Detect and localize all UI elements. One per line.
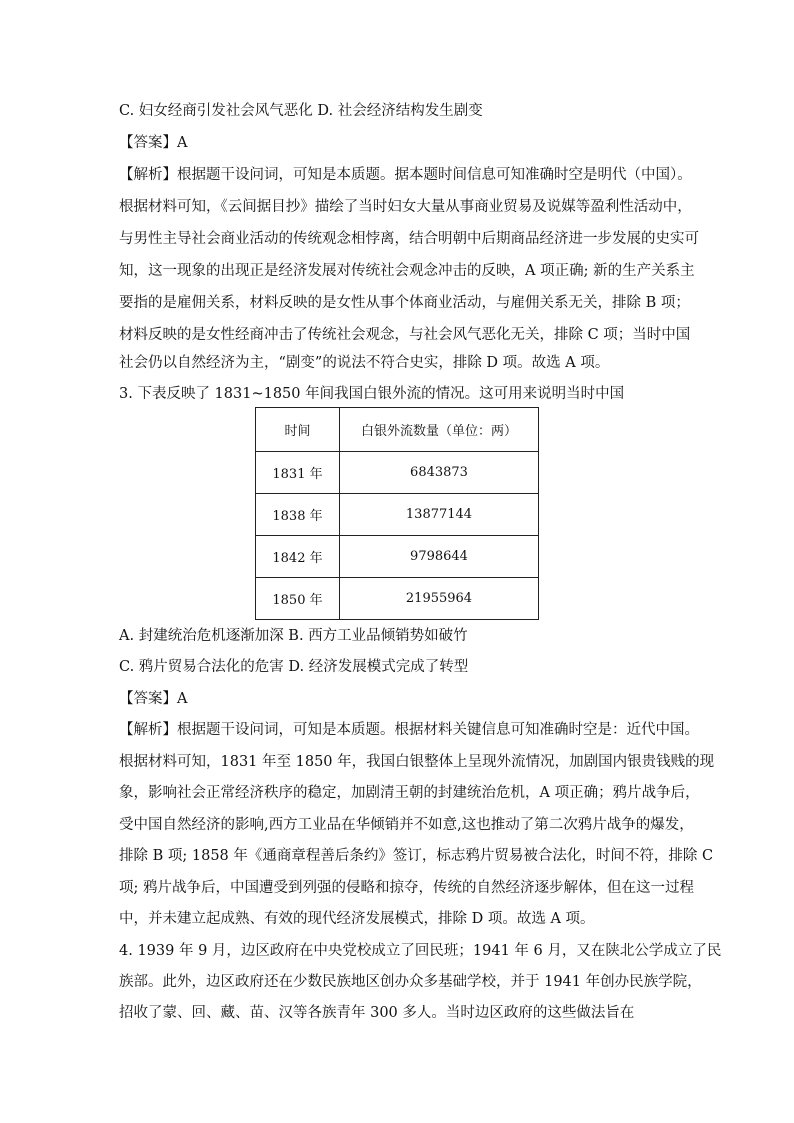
q3-analysis-line: 根据材料可知，1831 年至 1850 年，我国白银整体上呈现外流情况，加剧国内银贵钱贱的现 [119,754,715,770]
q4-stem-line: 4. 1939 年 9 月，边区政府在中央党校成立了回民班；1941 年 6 月，又在陕北公学成立了民 [119,943,722,959]
table-cell-year: 1831 年 [256,452,340,494]
q3-options-cd: C. 鸦片贸易合法化的危害 D. 经济发展模式完成了转型 [119,659,469,675]
silver-outflow-table [255,407,539,620]
q2-analysis-line: 根据材料可知，《云间据目抄》描绘了当时妇女大量从事商业贸易及说媒等盈利性活动中， [119,199,692,215]
q2-answer: 【答案】A [119,135,188,151]
table-cell-amount: 13877144 [340,494,539,536]
table-row [256,494,539,536]
q3-analysis-line: 【解析】根据题干设问词，可知是本质题。根据材料关键信息可知准确时空是：近代中国。 [119,722,699,738]
q4-stem-line: 招收了蒙、回、藏、苗、汉等各族青年 300 多人。当时边区政府的这些做法旨在 [119,1005,635,1021]
table-row [256,452,539,494]
table-cell-year: 1850 年 [256,578,340,620]
q2-options-cd: C. 妇女经商引发社会风气恶化 D. 社会经济结构发生剧变 [119,103,483,119]
q3-analysis-line: 象，影响社会正常经济秩序的稳定，加剧清王朝的封建统治危机，A 项正确；鸦片战争后， [119,785,700,801]
q3-answer: 【答案】A [119,691,188,707]
q3-analysis-line: 受中国自然经济的影响,西方工业品在华倾销并不如意,这也推动了第二次鸦片战争的爆发， [119,817,694,833]
q2-analysis-line: 知，这一现象的出现正是经济发展对传统社会观念冲击的反映，A 项正确; 新的生产关系主 [119,263,695,279]
table-cell-amount: 21955964 [340,578,539,620]
table-cell-year: 1842 年 [256,536,340,578]
table-header-row [256,408,539,452]
q2-analysis-line: 【解析】根据题干设问词，可知是本质题。据本题时间信息可知准确时空是明代（中国）。 [119,167,692,183]
q2-analysis-line: 材料反映的是女性经商冲击了传统社会观念，与社会风气恶化无关，排除 C 项；当时中国 [119,327,691,343]
q2-analysis-line: 要指的是雇佣关系，材料反映的是女性从事个体商业活动，与雇佣关系无关，排除 B 项； [119,295,690,311]
q2-analysis-line: 与男性主导社会商业活动的传统观念相悖离，结合明朝中后期商品经济进一步发展的史实可 [119,231,699,247]
table-row [256,536,539,578]
table-cell-amount: 6843873 [340,452,539,494]
q4-stem-line: 族部。此外，边区政府还在少数民族地区创办众多基础学校，并于 1941 年创办民族学院， [119,974,702,990]
q3-analysis-line: 中，并未建立起成熟、有效的现代经济发展模式，排除 D 项。故选 A 项。 [119,911,595,927]
q2-analysis-line: 社会仍以自然经济为主，“剧变”的说法不符合史实，排除 D 项。故选 A 项。 [119,355,610,371]
table-cell-year: 1838 年 [256,494,340,536]
table-cell-amount: 9798644 [340,536,539,578]
q3-analysis-line: 排除 B 项; 1858 年《通商章程善后条约》签订，标志鸦片贸易被合法化，时间不符，排除 C [119,848,714,864]
q3-analysis-line: 项; 鸦片战争后，中国遭受到列强的侵略和掠夺，传统的自然经济逐步解体，但在这一过程 [119,880,694,896]
q3-stem: 3. 下表反映了 1831~1850 年间我国白银外流的情况。这可用来说明当时中国 [119,386,625,402]
q3-options-ab: A. 封建统治危机逐渐加深 B. 西方工业品倾销势如破竹 [119,628,468,644]
table-header-cell: 白银外流数量（单位：两） [340,408,539,452]
table-header-cell: 时间 [256,408,340,452]
table-row [256,578,539,620]
